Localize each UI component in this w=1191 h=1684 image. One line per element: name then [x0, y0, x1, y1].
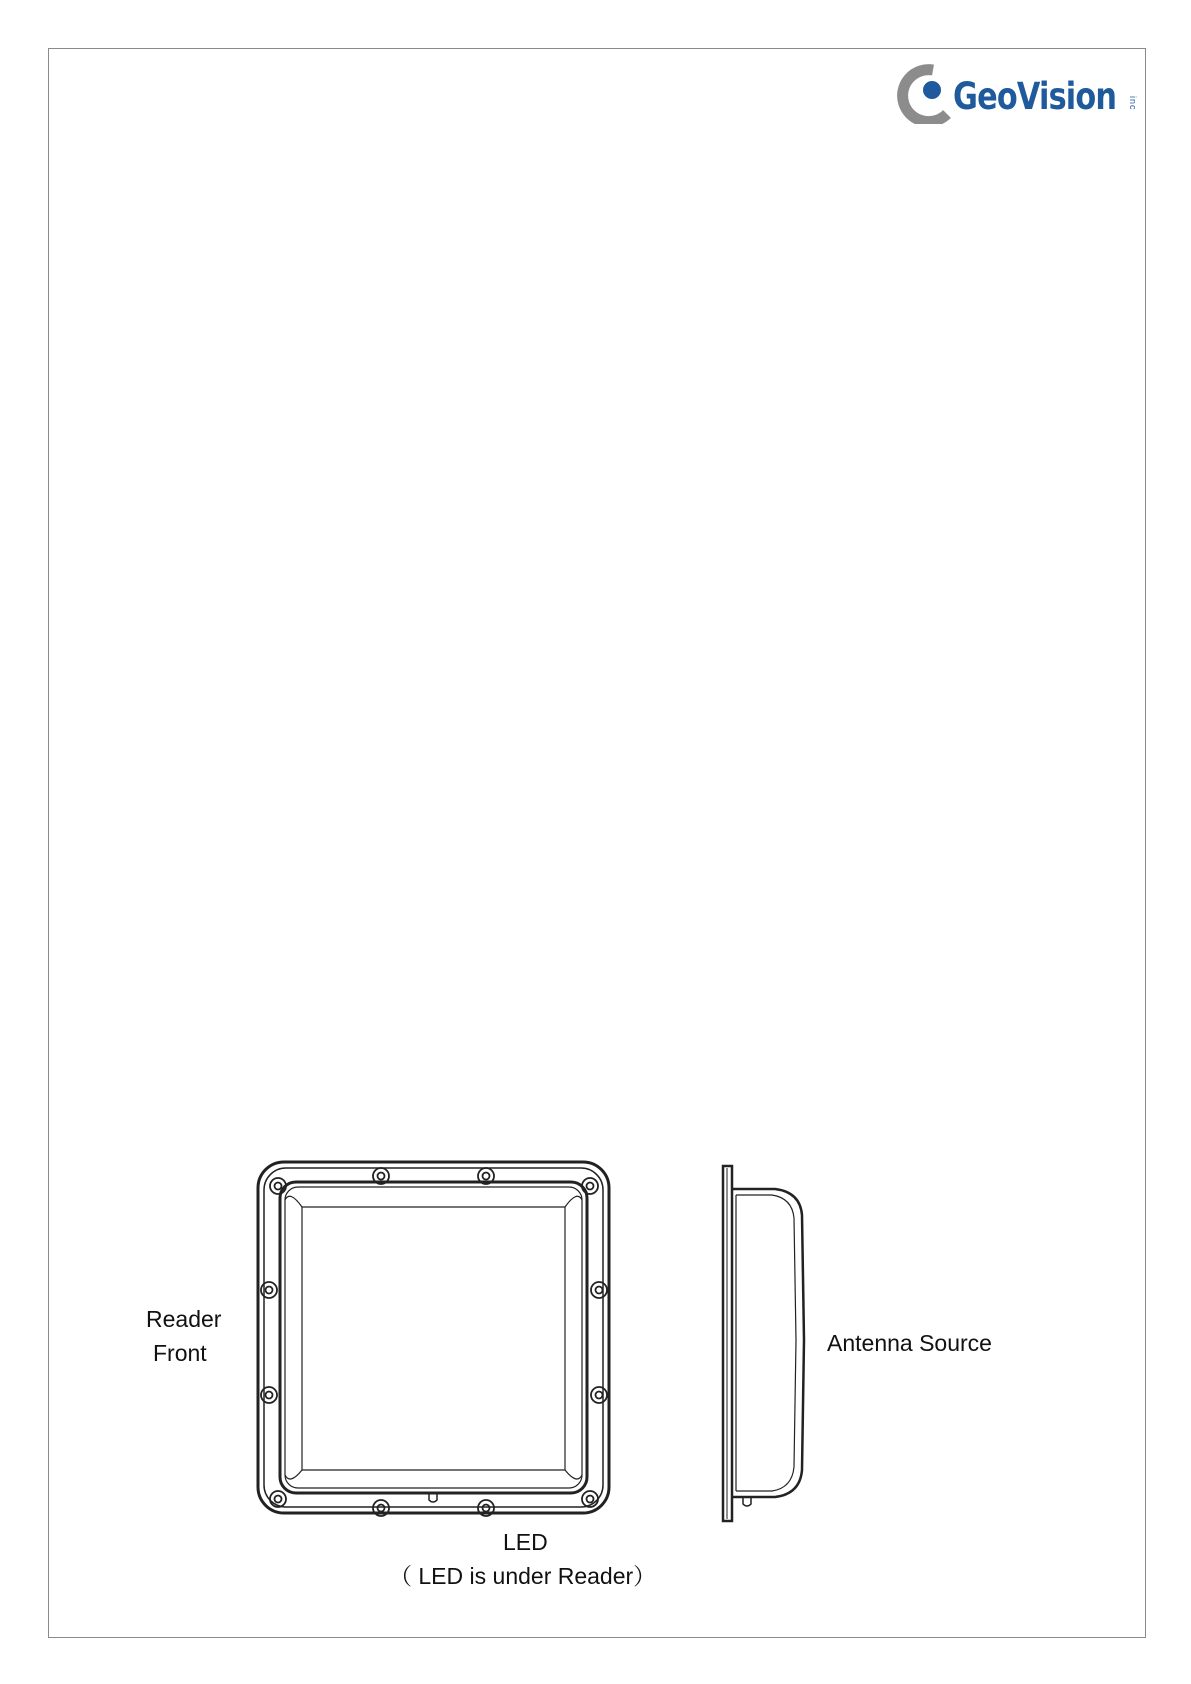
- geovision-logo: [895, 62, 1145, 124]
- logo-brand-text: GeoVision: [953, 75, 1117, 118]
- reader-label: Reader: [146, 1306, 222, 1332]
- led-label: LED: [503, 1529, 548, 1555]
- led-note-label: （ LED is under Reader）: [389, 1563, 657, 1589]
- geovision-logo-mark-icon: [895, 62, 951, 124]
- antenna-source-label: Antenna Source: [827, 1330, 992, 1356]
- front-label: Front: [153, 1340, 207, 1366]
- page-frame: [48, 48, 1146, 1638]
- logo-suffix: inc: [1128, 96, 1138, 111]
